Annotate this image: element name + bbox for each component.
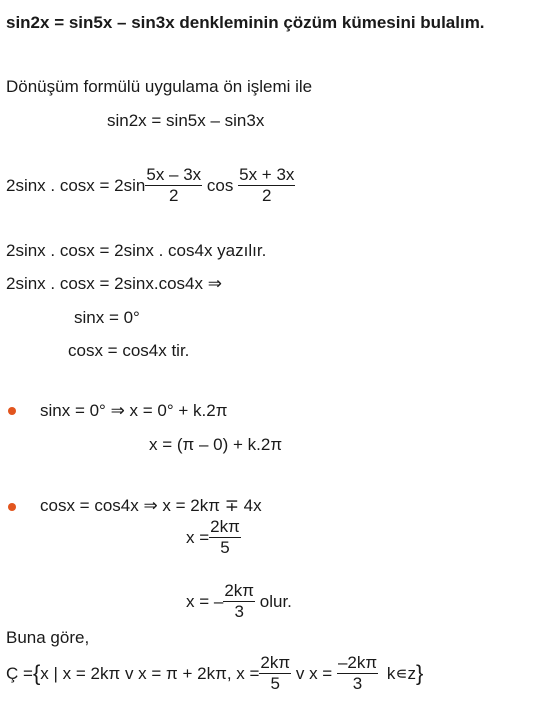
step2: 2sinx . cosx = 2sinx . cos4x yazılır.: [6, 241, 267, 260]
fraction-numerator: 5x + 3x: [239, 165, 295, 184]
case1-line2: x = (π – 0) + k.2π: [149, 435, 283, 454]
fraction-denominator: 2: [262, 185, 272, 205]
solution-set: [6, 654, 423, 693]
intro-text: Dönüşüm formülü uygulama ön işlemi ile: [6, 77, 313, 96]
open-brace: {: [32, 660, 41, 686]
fraction: [209, 518, 241, 557]
fraction: [337, 654, 378, 693]
x-equals-negative: x = –: [186, 591, 224, 611]
conclusion-text: Buna göre,: [6, 628, 90, 647]
k-in-z: k∊z: [386, 663, 417, 683]
bullet-icon: [8, 503, 16, 511]
fraction-numerator: –2kπ: [337, 653, 378, 672]
equation: sin2x = sin5x – sin3x: [107, 111, 265, 130]
x-equals: x =: [186, 527, 210, 547]
step1: [6, 166, 295, 205]
case2-x-fraction: [186, 518, 241, 557]
step1-lhs: 2sinx . cosx = 2sin: [6, 175, 146, 195]
solution-prefix: Ç =: [6, 663, 33, 683]
fraction-denominator: 3: [352, 673, 363, 693]
step3: 2sinx . cosx = 2sinx.cos4x ⇒: [6, 274, 222, 293]
fraction-denominator: 3: [234, 601, 244, 621]
fraction-denominator: 5: [270, 673, 280, 693]
fraction-numerator: 2kπ: [260, 653, 291, 672]
problem-title: sin2x = sin5x – sin3x denkleminin çözüm kümesini bulalım.: [6, 13, 485, 32]
fraction: [259, 654, 291, 693]
step5: cosx = cos4x tir.: [68, 341, 190, 360]
case2-line1: cosx = cos4x ⇒ x = 2kπ ∓ 4x: [40, 496, 262, 515]
solution-body: x | x = 2kπ v x = π + 2kπ, x =: [40, 663, 260, 683]
fraction-numerator: 2kπ: [224, 581, 255, 600]
case2-x-negative-fraction: [186, 582, 292, 621]
fraction-numerator: 5x – 3x: [146, 165, 202, 184]
fraction-denominator: 2: [169, 185, 179, 205]
fraction: [238, 166, 295, 205]
bullet-icon: [8, 407, 16, 415]
fraction-denominator: 5: [220, 537, 230, 557]
fraction: [223, 582, 255, 621]
step4: sinx = 0°: [74, 308, 140, 327]
fraction-numerator: 2kπ: [210, 517, 240, 536]
olur-text: olur.: [259, 591, 292, 611]
cos-label: cos: [206, 175, 234, 195]
case1-line1: sinx = 0° ⇒ x = 0° + k.2π: [40, 401, 228, 420]
fraction: [145, 166, 202, 205]
or-text: v x =: [295, 663, 333, 683]
close-brace: }: [416, 660, 424, 686]
